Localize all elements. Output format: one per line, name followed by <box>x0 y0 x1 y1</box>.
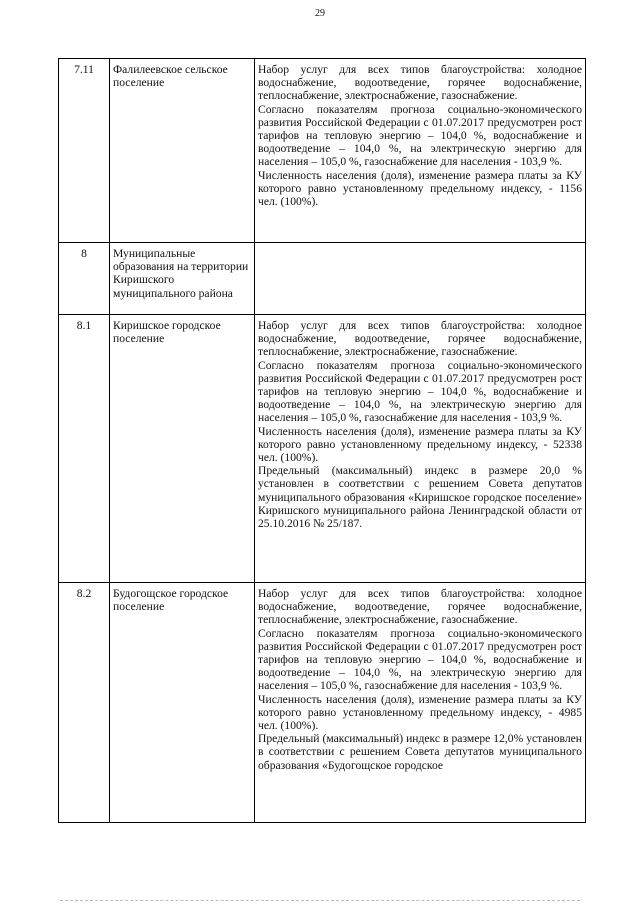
row-number: 8.1 <box>59 315 110 583</box>
description-paragraph: Согласно показателям прогноза социально-экономического развития Российской Федерации с 01.07.2017 предусмотрен рост тарифов на тепловую энергию – 104,0 %, водоснабжение и водоотведение – 104,0 %, на электрическую энергию для населения – 105,0 %, газоснабжение для населения - 103,9 %. <box>258 358 582 425</box>
table-row <box>59 315 586 583</box>
description-paragraph: Согласно показателям прогноза социально-экономического развития Российской Федерации с 01.07.2017 предусмотрен рост тарифов на тепловую энергию – 104,0 %, водоснабжение и водоотведение – 104,0 %, на электрическую энергию для населения – 105,0 %, газоснабжение для населения - 103,9 %. <box>258 626 582 693</box>
description-paragraph: Численность населения (доля), изменение размера платы за КУ которого равно установленному предельному индексу, - 4985 чел. (100%). <box>258 692 582 733</box>
description-paragraph: Численность населения (доля), изменение размера платы за КУ которого равно установленному предельному индексу, - 52338 чел. (100%). <box>258 424 582 465</box>
table-row <box>59 583 586 823</box>
services-description <box>255 583 586 823</box>
row-number: 8 <box>59 243 110 315</box>
description-paragraph: Предельный (максимальный) индекс в размере 20,0 % установлен в соответствии с решением Совета депутатов муниципального образования «Киришское городское поселение» Киришского муниципального района Ленинградской области от 25.10.2016 № 25/187. <box>258 464 582 531</box>
description-paragraph: Набор услуг для всех типов благоустройства: холодное водоснабжение, водоотведение, горячее водоснабжение, теплоснабжение, электроснабжение, газоснабжение. <box>258 63 582 103</box>
description-paragraph: Численность населения (доля), изменение размера платы за КУ которого равно установленному предельному индексу, - 1156 чел. (100%). <box>258 168 582 209</box>
description-paragraph: Набор услуг для всех типов благоустройства: холодное водоснабжение, водоотведение, горячее водоснабжение, теплоснабжение, электроснабжение, газоснабжение. <box>258 587 582 627</box>
description-paragraph: Предельный (максимальный) индекс в размере 12,0% установлен в соответствии с решением Совета депутатов муниципального образования «Будогощское городское <box>258 732 582 772</box>
settlement-name: Муниципальные образования на территории Киришского муниципального района <box>110 243 255 315</box>
row-number: 8.2 <box>59 583 110 823</box>
settlement-name: Фалилеевское сельское поселение <box>110 59 255 243</box>
settlement-name: Киришское городское поселение <box>110 315 255 583</box>
table-row <box>59 243 586 315</box>
municipal-services-table <box>58 58 586 823</box>
description-paragraph: Согласно показателям прогноза социально-экономического развития Российской Федерации с 01.07.2017 предусмотрен рост тарифов на тепловую энергию – 104,0 %, водоснабжение и водоотведение – 104,0 %, на электрическую энергию для населения – 105,0 %, газоснабжение для населения - 103,9 %. <box>258 102 582 169</box>
table-row <box>59 59 586 243</box>
settlement-name: Будогощское городское поселение <box>110 583 255 823</box>
description-paragraph: Набор услуг для всех типов благоустройства: холодное водоснабжение, водоотведение, горячее водоснабжение, теплоснабжение, электроснабжение, газоснабжение. <box>258 319 582 359</box>
services-description <box>255 243 586 315</box>
page-number: 29 <box>315 8 325 19</box>
row-number: 7.11 <box>59 59 110 243</box>
services-description <box>255 315 586 583</box>
services-description <box>255 59 586 243</box>
scan-artifact-line <box>60 900 580 902</box>
